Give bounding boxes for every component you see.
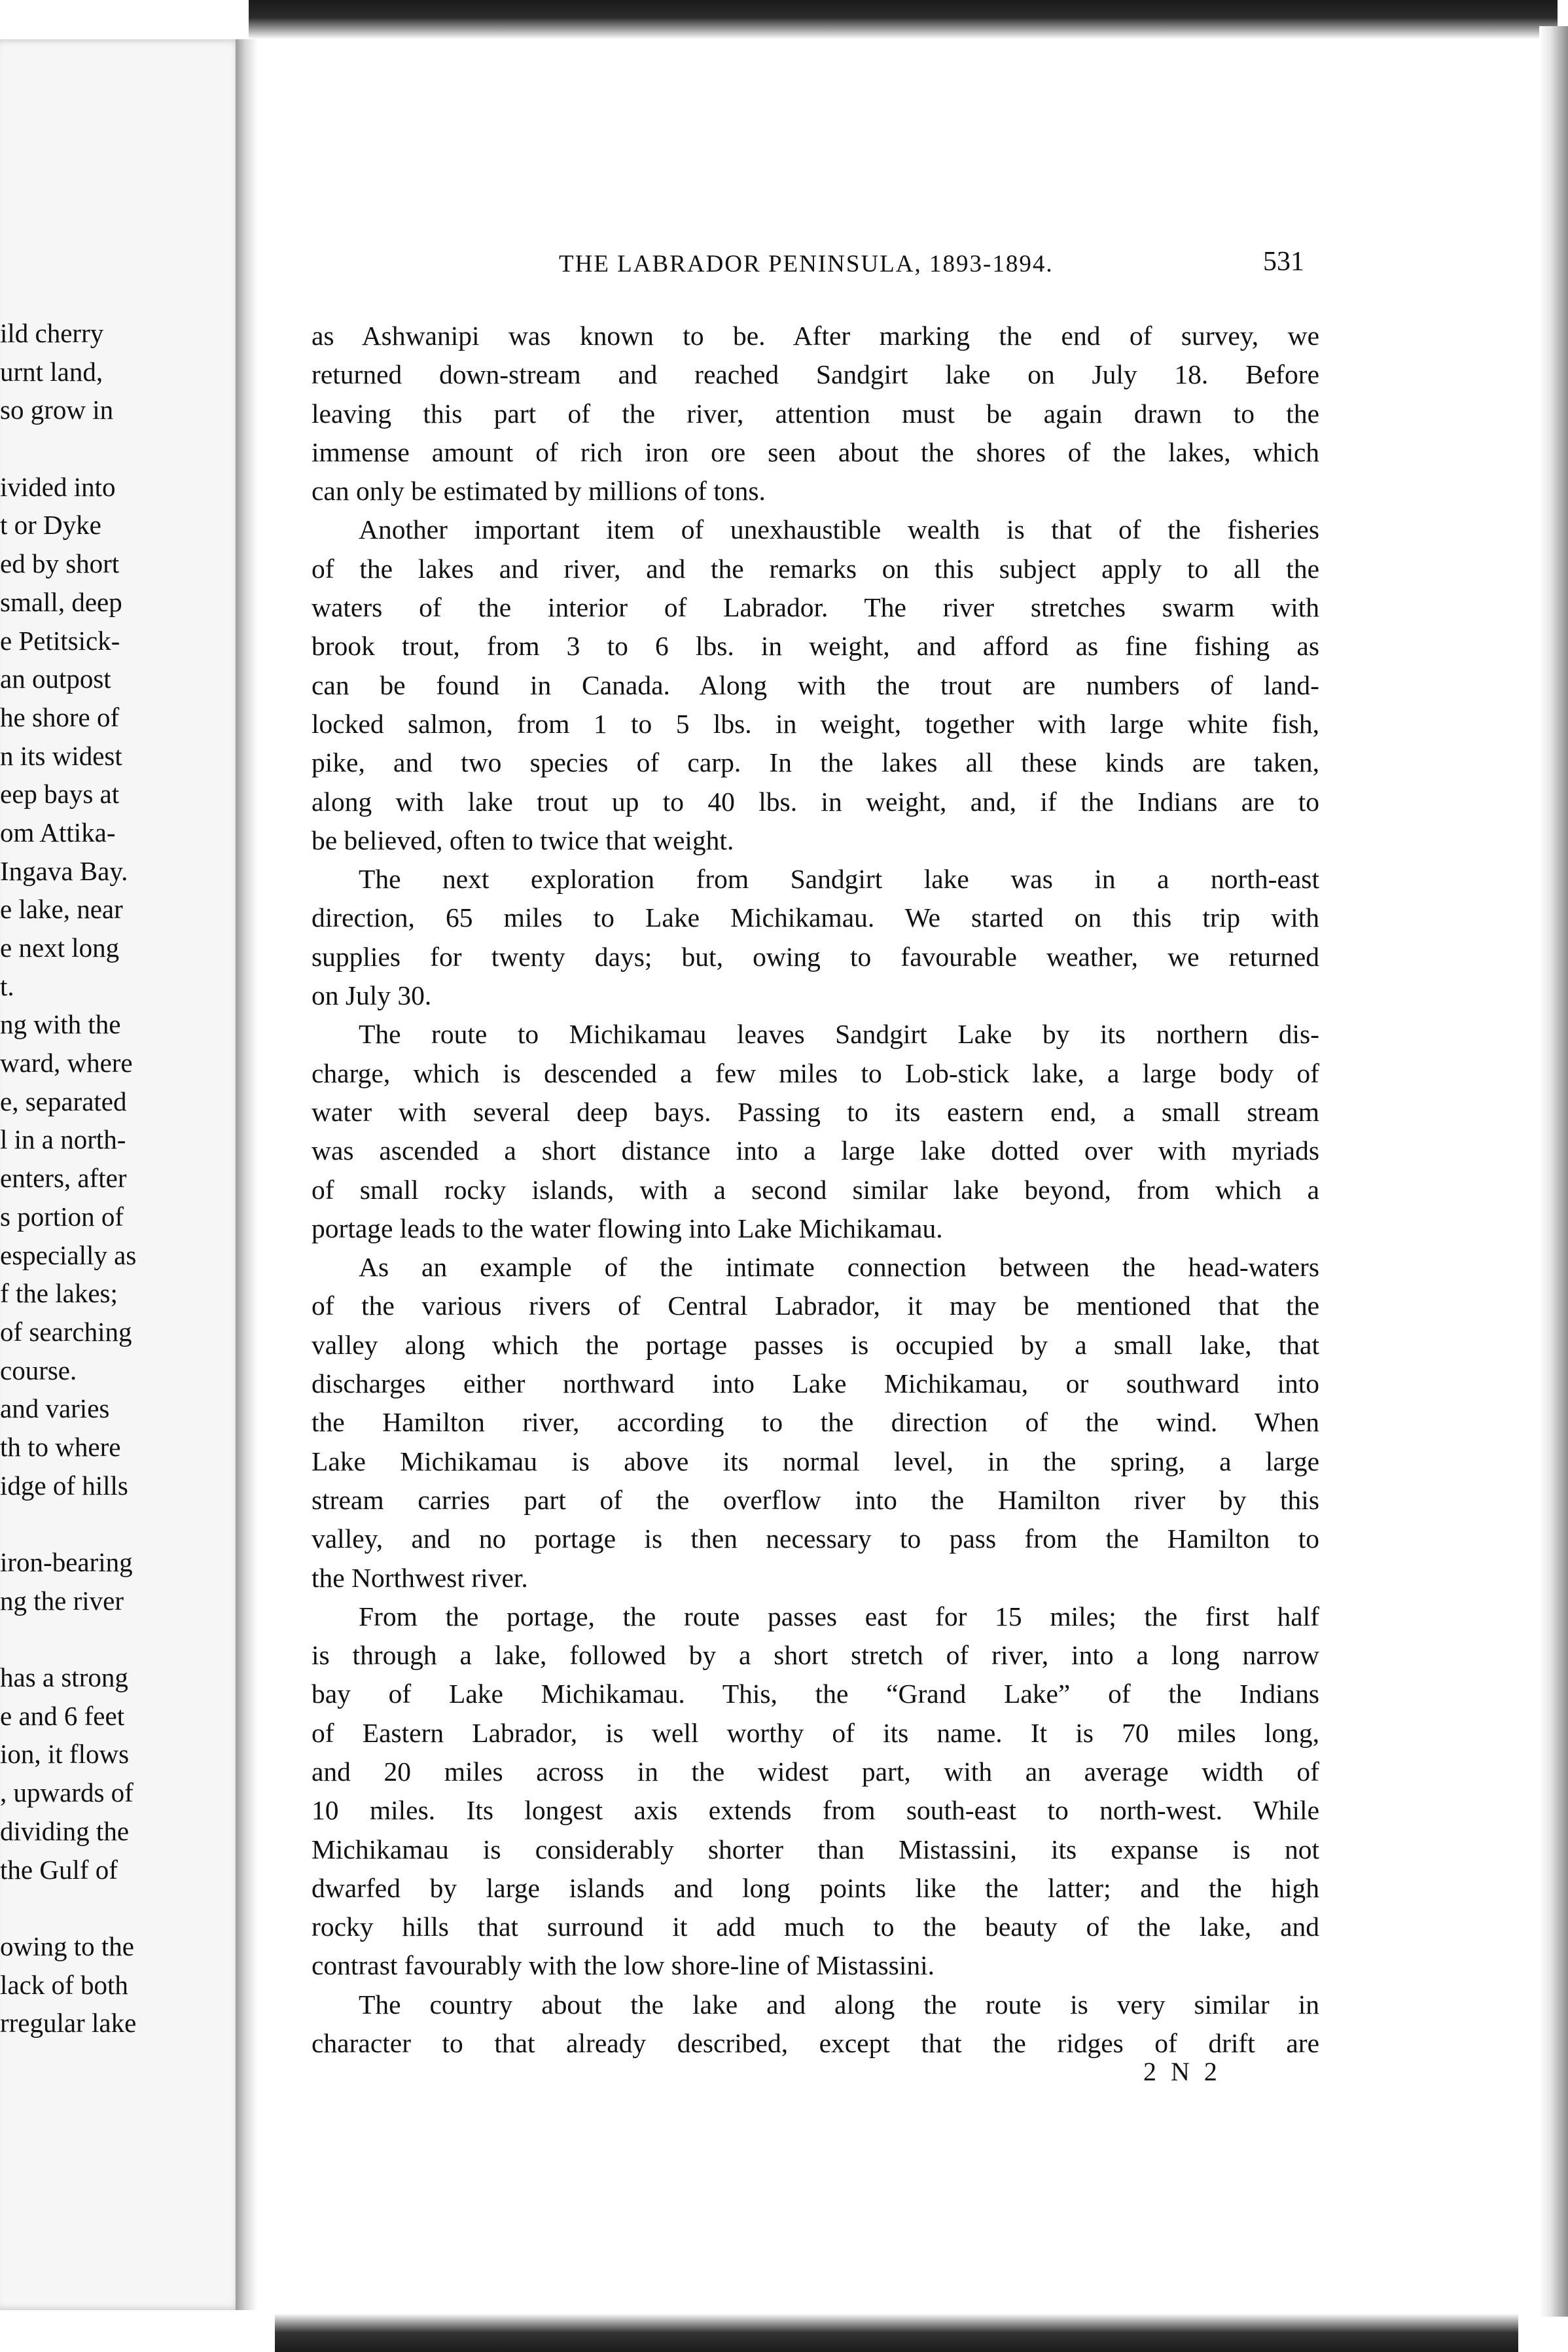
facing-page-line-text: ion, it flows: [0, 1739, 130, 1770]
facing-page-line: [0, 1351, 243, 1390]
text-line: stream carries part of the overflow into the Hamilton river by this: [312, 1484, 1319, 1515]
text-line: the Hamilton river, according to the direction of the wind. When: [312, 1407, 1319, 1438]
text-line: The country about the lake and along the route is very similar in: [359, 1989, 1319, 2020]
facing-page-line-text: owing to the: [0, 1931, 134, 1961]
body-text: [312, 317, 1319, 2063]
scan-border-top: [249, 0, 1558, 39]
text-line: as Ashwanipi was known to be. After marking the end of survey, we: [312, 321, 1319, 351]
text-line: water with several deep bays. Passing to its eastern end, a small stream: [312, 1096, 1319, 1127]
page-531: [258, 39, 1539, 2310]
text-line: immense amount of rich iron ore seen about the shores of the lakes, which: [312, 437, 1319, 467]
text-line: along with lake trout up to 40 lbs. in weight, and, if the Indians are to: [312, 786, 1319, 817]
facing-page-line-text: ild cherry: [0, 318, 104, 348]
facing-page-line: [0, 1082, 243, 1121]
facing-page-line: [0, 468, 243, 507]
facing-page-line-text: s portion of: [0, 1201, 124, 1232]
facing-page-line: [0, 698, 243, 737]
facing-page-line-text: e and 6 feet: [0, 1700, 125, 1731]
facing-page-line-text: idge of hills: [0, 1470, 128, 1501]
facing-page-line-text: l in a north-: [0, 1124, 126, 1155]
text-line: contrast favourably with the low shore-line of Mistassini.: [312, 1950, 935, 1981]
facing-page-line: [0, 1812, 243, 1851]
facing-page-line-text: course.: [0, 1355, 77, 1385]
facing-page-line-text: rregular lake: [0, 2008, 137, 2039]
facing-page-line: [0, 967, 243, 1006]
facing-page-line: [0, 1966, 243, 2005]
facing-page-line: [0, 1044, 243, 1082]
text-line: From the portage, the route passes east for 15 miles; the first half: [359, 1601, 1319, 1631]
facing-page-line-text: th to where: [0, 1431, 121, 1462]
facing-page-line-text: has a strong: [0, 1662, 128, 1693]
facing-page-line-text: an outpost: [0, 664, 111, 694]
facing-page-line: [0, 1313, 243, 1351]
facing-page-line-text: ng the river: [0, 1585, 124, 1616]
facing-page-line-text: ward, where: [0, 1048, 133, 1078]
facing-page-line-text: ivided into: [0, 471, 116, 502]
facing-page-line-text: especially as: [0, 1239, 137, 1270]
facing-page-line: [0, 1658, 243, 1697]
facing-page-line: [0, 1198, 243, 1236]
text-line: was ascended a short distance into a large lake dotted over with myriads: [312, 1135, 1319, 1166]
facing-page-line-text: e, separated: [0, 1086, 127, 1116]
scan-border-bottom: [275, 2313, 1518, 2352]
facing-page-line: [0, 1773, 243, 1812]
text-line: charge, which is descended a few miles to Lob-stick lake, a large body of: [312, 1058, 1319, 1088]
facing-page-line: [0, 1159, 243, 1198]
facing-page-line: [0, 429, 243, 468]
facing-page-line: [0, 813, 243, 852]
page-edge-right: [1539, 26, 1568, 2317]
text-line: Another important item of unexhaustible wealth is that of the fisheries: [359, 514, 1319, 545]
facing-page-line-text: of searching: [0, 1316, 132, 1347]
facing-page-line-text: e Petitsick-: [0, 625, 120, 656]
facing-page-line-text: urnt land,: [0, 356, 103, 387]
text-line: portage leads to the water flowing into Lake Michikamau.: [312, 1213, 943, 1243]
facing-page-line: [0, 1505, 243, 1543]
facing-page-line-text: so grow in: [0, 395, 114, 425]
facing-page-line: [0, 852, 243, 891]
facing-page-line: [0, 775, 243, 813]
signature-mark: 2 N 2: [1143, 2057, 1221, 2086]
facing-page-line-text: t or Dyke: [0, 510, 101, 541]
text-line: and 20 miles across in the widest part, with an average width of: [312, 1756, 1319, 1787]
facing-page-line: [0, 2004, 243, 2042]
text-line: the Northwest river.: [312, 1562, 528, 1593]
facing-page-line: [0, 622, 243, 660]
text-line: waters of the interior of Labrador. The river stretches swarm with: [312, 592, 1319, 623]
facing-page-line-text: eep bays at: [0, 779, 120, 810]
text-line: bay of Lake Michikamau. This, the “Grand Lake” of the Indians: [312, 1679, 1319, 1709]
text-line: character to that already described, except that the ridges of drift are: [312, 2028, 1319, 2059]
text-line: The next exploration from Sandgirt lake was in a north-east: [359, 864, 1319, 895]
facing-page-line-text: the Gulf of: [0, 1854, 118, 1885]
facing-page-line: [0, 314, 243, 353]
facing-page-line: [0, 1005, 243, 1044]
text-line: dwarfed by large islands and long points like the latter; and the high: [312, 1872, 1319, 1903]
facing-page-line-text: e next long: [0, 933, 120, 963]
text-line: can be found in Canada. Along with the trout are numbers of land-: [312, 669, 1319, 700]
facing-page-line: [0, 1735, 243, 1773]
text-line: valley, and no portage is then necessary to pass from the Hamilton to: [312, 1523, 1319, 1554]
text-line: discharges either northward into Lake Michikamau, or southward into: [312, 1368, 1319, 1399]
facing-page-line-text: lack of both: [0, 1969, 128, 2000]
facing-page-line: [0, 737, 243, 775]
facing-page-line: [0, 1697, 243, 1736]
facing-page-line: [0, 660, 243, 698]
facing-page-line-text: n its widest: [0, 740, 122, 771]
text-line: 10 miles. Its longest axis extends from south-east to north-west. While: [312, 1795, 1319, 1826]
text-line: valley along which the portage passes is occupied by a small lake, that: [312, 1329, 1319, 1360]
facing-page-line-text: he shore of: [0, 702, 120, 732]
facing-page-line-text: and varies: [0, 1393, 110, 1424]
facing-page-line: [0, 391, 243, 429]
text-line: pike, and two species of carp. In the lakes all these kinds are taken,: [312, 747, 1319, 778]
facing-page-line: [0, 1582, 243, 1620]
facing-page-line-text: dividing the: [0, 1815, 130, 1846]
text-line: rocky hills that surround it add much to the beauty of the lake, and: [312, 1912, 1319, 1942]
facing-page-line-text: Ingava Bay.: [0, 855, 128, 886]
text-line: returned down-stream and reached Sandgirt lake on July 18. Before: [312, 359, 1319, 390]
text-line: locked salmon, from 1 to 5 lbs. in weight, together with large white fish,: [312, 708, 1319, 739]
facing-page-line: [0, 890, 243, 929]
facing-page-line: [0, 1428, 243, 1467]
facing-page-line: [0, 544, 243, 583]
text-line: is through a lake, followed by a short stretch of river, into a long narrow: [312, 1640, 1319, 1671]
facing-page-line: [0, 1543, 243, 1582]
text-line: As an example of the intimate connection between the head-waters: [359, 1252, 1319, 1283]
facing-page-line-text: f the lakes;: [0, 1278, 118, 1309]
text-line: of the various rivers of Central Labrador, it may be mentioned that the: [312, 1291, 1319, 1321]
facing-page-line: [0, 1851, 243, 1889]
book-gutter: [236, 39, 258, 2310]
text-line: of small rocky islands, with a second similar lake beyond, from which a: [312, 1174, 1319, 1205]
facing-page-left: [0, 39, 243, 2310]
facing-page-line: [0, 1889, 243, 1927]
facing-page-line: [0, 1467, 243, 1505]
facing-page-line: [0, 1120, 243, 1159]
facing-page-text: [0, 314, 243, 2042]
facing-page-line-text: , upwards of: [0, 1777, 134, 1808]
running-head: THE LABRADOR PENINSULA, 1893-1894.: [559, 251, 1054, 277]
text-line: leaving this part of the river, attention must be again drawn to the: [312, 398, 1319, 429]
facing-page-line: [0, 1389, 243, 1428]
text-line: Michikamau is considerably shorter than Mistassini, its expanse is not: [312, 1834, 1319, 1864]
facing-page-line-text: iron-bearing: [0, 1547, 133, 1577]
text-line: on July 30.: [312, 980, 432, 1011]
text-line: of Eastern Labrador, is well worthy of its name. It is 70 miles long,: [312, 1717, 1319, 1748]
facing-page-line: [0, 353, 243, 391]
facing-page-line-text: t.: [0, 971, 14, 1001]
text-line: of the lakes and river, and the remarks on this subject apply to all the: [312, 553, 1319, 584]
facing-page-line: [0, 1620, 243, 1658]
facing-page-line-text: ed by short: [0, 548, 120, 579]
text-line: supplies for twenty days; but, owing to favourable weather, we returned: [312, 941, 1319, 972]
facing-page-line: [0, 506, 243, 544]
facing-page-line: [0, 1927, 243, 1966]
text-line: direction, 65 miles to Lake Michikamau. We started on this trip with: [312, 902, 1319, 933]
text-line: be believed, often to twice that weight.: [312, 825, 734, 855]
text-line: Lake Michikamau is above its normal level, in the spring, a large: [312, 1446, 1319, 1476]
text-line: brook trout, from 3 to 6 lbs. in weight, and afford as fine fishing as: [312, 631, 1319, 662]
facing-page-line-text: e lake, near: [0, 894, 123, 925]
facing-page-line-text: om Attika-: [0, 817, 116, 847]
page-number: 531: [1263, 247, 1304, 277]
facing-page-line: [0, 1274, 243, 1313]
text-line: The route to Michikamau leaves Sandgirt Lake by its northern dis-: [359, 1019, 1319, 1050]
text-line: can only be estimated by millions of tons.: [312, 476, 766, 507]
facing-page-line-text: ng with the: [0, 1009, 121, 1040]
facing-page-line: [0, 583, 243, 622]
facing-page-line-text: small, deep: [0, 586, 122, 617]
facing-page-line-text: enters, after: [0, 1163, 127, 1194]
facing-page-line: [0, 929, 243, 967]
facing-page-line: [0, 1236, 243, 1275]
